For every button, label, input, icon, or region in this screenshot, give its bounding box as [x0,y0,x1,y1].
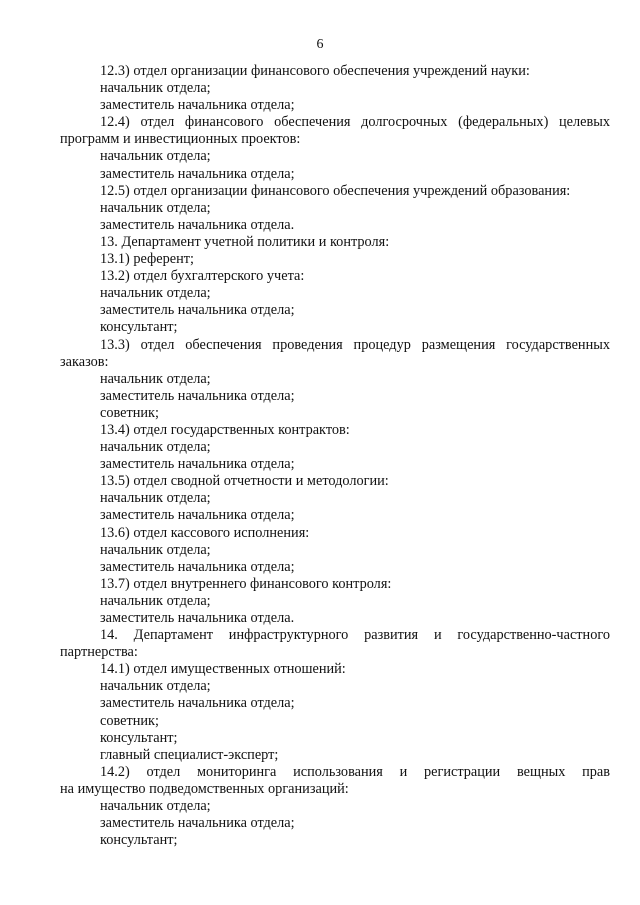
section-heading-continuation: заказов: [60,353,109,370]
section-heading-13-4: 13.4) отдел государственных контрактов: [100,421,350,438]
position-line: заместитель начальника отдела. [100,610,295,626]
page-number: 6 [316,37,324,52]
section-heading-13-3: 13.3) отдел обеспечения проведения процедур размещения государственных [100,336,610,353]
section-heading-13-6: 13.6) отдел кассового исполнения: [100,524,310,541]
section-heading-13-7: 13.7) отдел внутреннего финансового контроля: [100,575,392,592]
position-line: заместитель начальника отдела; [100,456,295,473]
position-line: начальник отдела; [100,490,211,507]
section-heading-14-2: 14.2) отдел мониторинга использования и регистрации вещных прав [100,763,610,780]
section-heading-continuation: на имущество подведомственных организаций: [60,780,349,797]
position-line: заместитель начальника отдела. [100,216,295,233]
section-heading-13-1: 13.1) референт; [100,251,194,268]
section-heading-12-5: 12.5) отдел организации финансового обеспечения учреждений образования: [100,182,571,199]
position-line: советник; [100,712,159,729]
department-heading-continuation: партнерства: [60,644,138,661]
position-line: начальник отдела; [100,678,211,695]
section-heading-12-4: 12.4) отдел финансового обеспечения долгосрочных (федеральных) целевых [100,114,610,131]
section-heading-13-5: 13.5) отдел сводной отчетности и методологии: [100,473,389,490]
position-line: консультант; [100,832,178,849]
position-line: заместитель начальника отдела; [100,558,295,575]
position-line: заместитель начальника отдела; [100,815,295,832]
section-heading-14-1: 14.1) отдел имущественных отношений: [100,661,346,678]
section-heading-12-3: 12.3) отдел организации финансового обеспечения учреждений науки: [100,63,530,79]
position-line: начальник отдела; [100,439,211,456]
position-line: начальник отдела; [100,80,211,97]
position-line: консультант; [100,729,178,746]
position-line: начальник отдела; [100,541,211,558]
position-line: советник; [100,404,159,421]
position-line: заместитель начальника отдела; [100,165,295,182]
position-line: консультант; [100,319,178,336]
document-body [60,63,610,849]
position-line: заместитель начальника отдела; [100,97,295,114]
position-line: главный специалист-эксперт; [100,746,279,763]
position-line: начальник отдела; [100,370,211,387]
position-line: начальник отдела; [100,199,211,216]
section-heading-13-2: 13.2) отдел бухгалтерского учета: [100,268,305,285]
position-line: заместитель начальника отдела; [100,387,295,404]
position-line: начальник отдела; [100,798,211,815]
position-line: начальник отдела; [100,148,211,165]
position-line: заместитель начальника отдела; [100,507,295,524]
position-line: заместитель начальника отдела; [100,695,295,712]
department-heading-14: 14. Департамент инфраструктурного развития и государственно-частного [100,627,610,644]
position-line: начальник отдела; [100,592,211,609]
department-heading-13: 13. Департамент учетной политики и контроля: [100,233,390,250]
position-line: начальник отдела; [100,285,211,302]
section-heading-continuation: программ и инвестиционных проектов: [60,131,301,148]
position-line: заместитель начальника отдела; [100,302,295,319]
